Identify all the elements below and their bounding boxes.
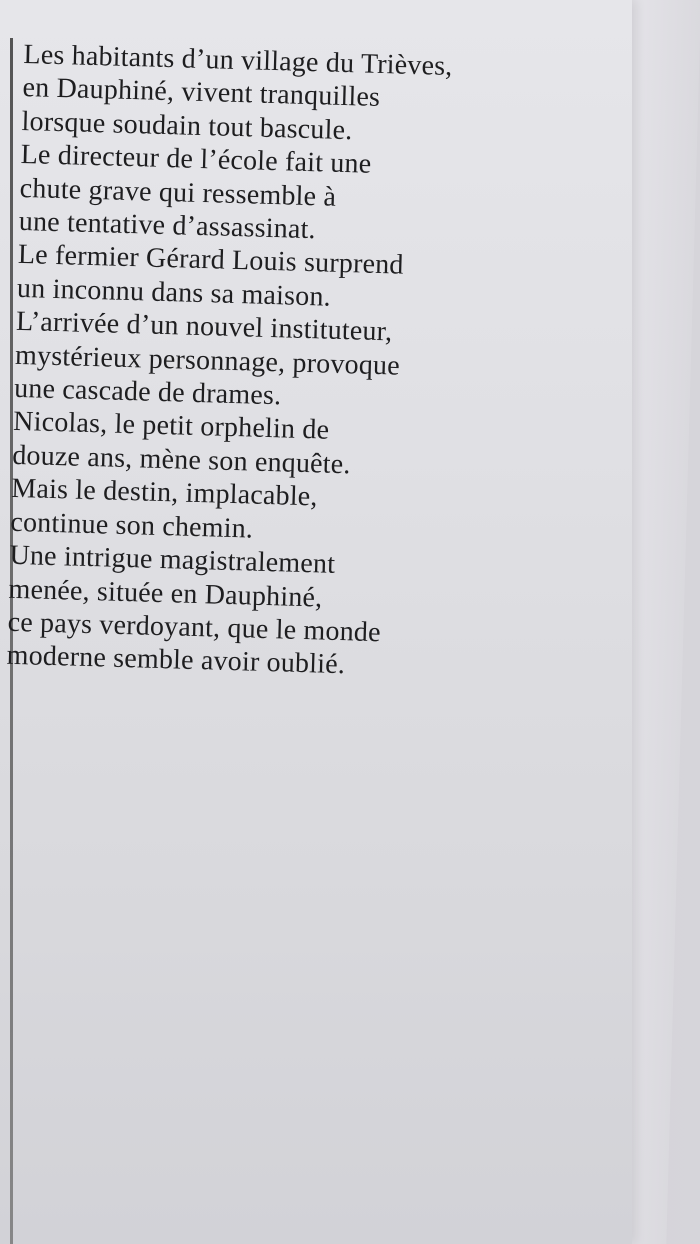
blurb-text bbox=[6, 38, 453, 684]
blurb-line: Les habitants d’un village du Trièves, bbox=[23, 38, 453, 82]
blurb-line: chute grave qui ressemble à bbox=[19, 172, 337, 213]
blurb-line: un inconnu dans sa maison. bbox=[16, 272, 332, 313]
blurb-line: Le fermier Gérard Louis surprend bbox=[17, 239, 405, 282]
blurb-line: Une intrigue magistralement bbox=[9, 539, 336, 580]
blurb-line: douze ans, mène son enquête. bbox=[11, 439, 352, 481]
blurb-line: L’arrivée d’un nouvel instituteur, bbox=[15, 306, 393, 348]
blurb-line: continue son chemin. bbox=[10, 506, 254, 545]
blurb-line: Le directeur de l’école fait une bbox=[20, 139, 372, 180]
blurb-line: une tentative d’assassinat. bbox=[18, 205, 317, 246]
blurb-line: Nicolas, le petit orphelin de bbox=[12, 406, 330, 447]
blurb-line: une cascade de drames. bbox=[13, 372, 282, 412]
blurb-line: mystérieux personnage, provoque bbox=[14, 339, 401, 382]
blurb-line: moderne semble avoir oublié. bbox=[6, 640, 346, 681]
blurb-line: lorsque soudain tout bascule. bbox=[21, 105, 353, 147]
blurb-line: en Dauphiné, vivent tranquilles bbox=[22, 72, 381, 114]
blurb-line: Mais le destin, implacable, bbox=[10, 473, 319, 513]
blurb-line: ce pays verdoyant, que le monde bbox=[7, 606, 382, 649]
blurb-line: menée, située en Dauphiné, bbox=[8, 573, 323, 614]
